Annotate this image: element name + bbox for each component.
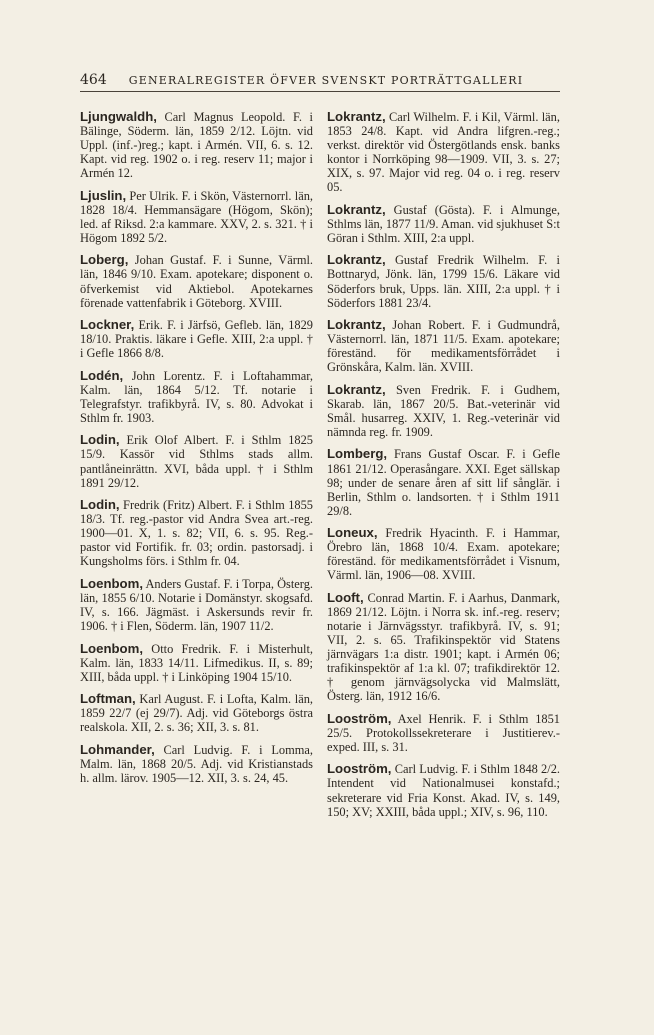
entry-name: Loberg, [80,252,129,268]
left-column [80,110,313,827]
register-entry [80,369,313,425]
entry-body: Karl August. F. i Lofta, Kalm. län, 1859 22/7 (ej 29/7). Adj. vid Göteborgs östra realskola. XII, 2. s. 36; XII, 3. s. 81. [80,692,313,735]
entry-body: Carl Ludvig. F. i Lomma, Malm. län, 1868 20/5. Adj. vid Kristianstads h. allm. lärov. 1905—12. XII, 3. s. 24, 45. [80,742,313,785]
register-entry [80,642,313,684]
entry-name: Lokrantz, [327,109,386,124]
page-header [80,72,560,92]
register-entry [327,318,560,374]
register-entry [327,110,560,194]
register-entry [80,253,313,309]
entry-body: Gustaf Fredrik Wilhelm. F. i Bottnaryd, Jönk. län, 1799 15/6. Läkare vid Söderfors bruk, Upps. län. XIII, 2:a uppl. † i Söderfors 1881 23/4. [327,253,560,310]
entry-name: Looström, [327,761,392,777]
entry-body: Carl Ludvig. F. i Sthlm 1848 2/2. Intendent vid Nationalmusei konstafd.; sekreterare vid Fria Konst. Akad. IV, s. 149, 150; XV; XXIII, båda uppl.; XIV, s. 96, 110. [327,762,560,819]
entry-name: Lokrantz, [327,381,386,397]
register-entry [80,110,313,180]
register-entry [80,577,313,633]
register-entry [80,743,313,785]
entry-name: Lodin, [80,432,120,448]
register-entry [327,447,560,517]
register-columns [80,110,560,827]
entry-name: Looström, [327,710,392,726]
entry-body: Erik. F. i Järfsö, Gefleb. län, 1829 18/10. Praktis. läkare i Gefle. XIII, 2:a uppl. † i Gefle 1866 8/8. [80,318,313,361]
register-entry [80,692,313,734]
entry-body: Otto Fredrik. F. i Misterhult, Kalm. län, 1833 14/11. Lifmedikus. II, s. 89; XIII, båda uppl. † i Linköping 1904 15/10. [80,641,313,684]
entry-body: Sven Fredrik. F. i Gudhem, Skarab. län, 1867 20/5. Bat.-veterinär vid Smål. husarreg. XXIV, 1. Reg.-veterinär vid nämnda reg. fr. 1909. [327,382,561,439]
register-entry [80,498,313,568]
register-entry [80,189,313,245]
entry-body: Conrad Martin. F. i Aarhus, Danmark, 1869 21/12. Löjtn. i Norra sk. inf.-reg. reserv; notarie i Järnvägsstyr. trafikbyrå. IV, s. 91; VII, 2. s. 65. Trafikinspektör vid Statens järnvägars 1:a distr. 1901; kapt. i Armén 06; trafikinspektör af 1:a kl. 07; trafikdirektör 12. † genom järnvägsolycka vid Malmslätt, Österg. län, 1912 16/6. [327,590,560,704]
register-entry [327,526,560,582]
entry-name: Lokrantz, [327,201,386,217]
register-entry [327,762,560,818]
entry-name: Loenbom, [80,575,144,591]
entry-name: Ljungwaldh, [80,109,157,124]
entry-name: Loenbom, [80,640,144,656]
entry-name: Ljuslin, [80,187,127,203]
right-column [327,110,560,827]
entry-name: Lohmander, [80,741,155,757]
entry-name: Lomberg, [327,446,388,462]
entry-body: Erik Olof Albert. F. i Sthlm 1825 15/9. Kassör vid Sthlms stads allm. pantlåneinrättn. XVI, båda uppl. † i Sthlm 1891 29/12. [80,433,313,490]
entry-body: Carl Wilhelm. F. i Kil, Värml. län, 1853 24/8. Kapt. vid Andra lifgren.-reg.; verkst. direktör vid Östergötlands ensk. banks kontor i Norrköping 98—1909. VII, 3. s. 27; XIX, s. 97. Major vid reg. 04 o. i reg. reserv 05. [327,110,560,195]
register-entry [327,712,560,754]
entry-body: Axel Henrik. F. i Sthlm 1851 25/5. Protokollssekreterare i Justitierev.-exped. III, s. 31. [327,711,560,754]
entry-name: Loneux, [327,525,378,541]
entry-body: Gustaf (Gösta). F. i Almunge, Sthlms län, 1877 11/9. Aman. vid sjukhuset S:t Göran i Sthlm. XIII, 2:a uppl. [327,202,560,245]
running-title: GENERALREGISTER ÖFVER SVENSKT PORTRÄTTGALLERI [128,74,524,87]
entry-name: Lockner, [80,317,135,333]
page-number: 464 [80,72,107,88]
entry-name: Lokrantz, [327,317,386,333]
entry-body: John Lorentz. F. i Loftahammar, Kalm. län, 1864 5/12. Tf. notarie i Telegrafstyr. trafikbyrå. IV, s. 80. Advokat i Sthlm fr. 1903. [80,368,313,425]
entry-body: Fredrik Hyacinth. F. i Hammar, Örebro län, 1868 10/4. Exam. apotekare; föreständ. för medikamentsförrådet i Visnum, Värml. län, 1906—08. XVIII. [327,526,560,583]
register-entry [327,203,560,245]
entry-name: Lodin, [80,497,120,513]
register-entry [327,253,560,309]
entry-body: Per Ulrik. F. i Skön, Västernorrl. län, 1828 18/4. Hemmansägare (Högom, Skön); led. af Riksd. 2:a kammare. XXV, 2. s. 321. † i Högom 1892 5/2. [80,188,313,245]
entry-body: Carl Magnus Leopold. F. i Bälinge, Söderm. län, 1859 2/12. Löjtn. vid Uppl. (inf.-)reg.; kapt. i Armén. VII, 6. s. 12. Kapt. vid reg. 1902 o. i reg. reserv 11; major i Armén 12. [80,110,313,181]
register-entry [80,318,313,360]
entry-name: Lokrantz, [327,252,386,268]
entry-name: Loftman, [80,691,136,707]
register-entry [327,591,560,703]
entry-body: Johan Gustaf. F. i Sunne, Värml. län, 1846 9/10. Exam. apotekare; disponent o. öfverkemist vid Aktiebol. Apotekarnes förenade vattenfabrik i Göteborg. XVIII. [80,253,313,310]
register-entry [327,383,560,439]
entry-body: Fredrik (Fritz) Albert. F. i Sthlm 1855 18/3. Tf. reg.-pastor vid Andra Svea art.-reg. 1900—01. X, 1. s. 82; VII, 6. s. 95. Reg.-pastor vid Fortifik. fr. 03; ordin. pastorsadj. i Kungsholms förs. i Sthlm fr. 04. [80,498,313,569]
entry-name: Looft, [327,589,364,605]
entry-body: Frans Gustaf Oscar. F. i Gefle 1861 21/12. Operasångare. XXI. Eget sällskap 98; under de senare åren af sitt lif sånglär. i Berlin, Sthlm o. landsorten. † i Sthlm 1911 29/8. [327,447,560,518]
entry-name: Lodén, [80,367,124,383]
register-entry [80,433,313,489]
entry-body: Johan Robert. F. i Gudmundrå, Västernorrl. län, 1871 11/5. Exam. apotekare; föreständ. för medikamentsförrådet i Grönskåra, Kalm. län. XVIII. [327,318,561,375]
entry-body: Anders Gustaf. F. i Torpa, Österg. län, 1855 6/10. Notarie i Domänstyr. skogsafd. IV, s. 166. Jägmäst. i Askersunds revir fr. 1906. † i Flen, Söderm. län, 1907 11/2. [80,576,313,633]
